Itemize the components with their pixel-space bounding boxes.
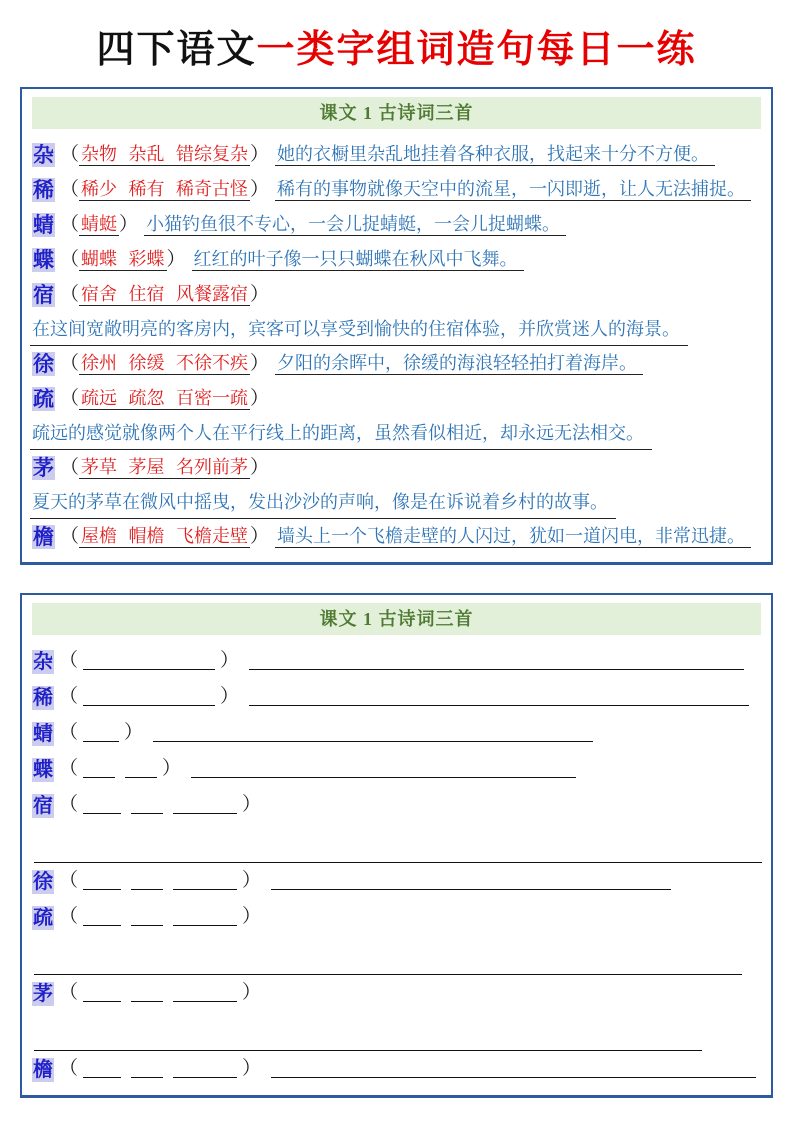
vocab-words: 屋檐 帽檐 飞檐走壁 (81, 526, 249, 546)
example-sentence: 小猫钓鱼很不专心，一会儿捉蜻蜓，一会儿捉蝴蝶。 (144, 214, 566, 236)
vocab-char: 稀 (33, 178, 54, 202)
paren-open: （ (60, 179, 80, 200)
vocab-row (30, 381, 763, 416)
vocab-row (30, 277, 763, 312)
vocab-row (30, 519, 763, 554)
word-blank-field (125, 756, 157, 778)
vocab-row (30, 450, 763, 485)
example-sentence: 夏天的茅草在微风中摇曳，发出沙沙的声响，像是在诉说着乡村的故事。 (30, 485, 616, 519)
answer-rows (30, 137, 763, 554)
page-title-grade: 四下语文 (96, 29, 257, 71)
paren-open: （ (59, 722, 79, 743)
practice-row (30, 679, 763, 715)
paren-close: ） (250, 526, 270, 547)
paren-open: （ (59, 650, 79, 671)
vocab-words: 宿舍 住宿 风餐露宿 (81, 284, 249, 304)
word-blank-field (173, 792, 237, 814)
word-blank-field (173, 904, 237, 926)
vocab-char: 徐 (33, 352, 54, 376)
vocab-char: 疏 (33, 387, 54, 411)
sentence-blank-field (34, 1011, 702, 1051)
vocab-words: 杂物 杂乱 错综复杂 (81, 144, 249, 164)
sentence-blank-field (34, 823, 762, 863)
sentence-blank-field (249, 684, 749, 706)
vocab-words: 疏远 疏忽 百密一疏 (81, 388, 249, 408)
vocab-char: 蝶 (33, 759, 53, 781)
paren-close: ） (250, 144, 270, 165)
vocab-char: 杂 (33, 143, 54, 167)
paren-close: ） (242, 794, 262, 815)
page-title (0, 18, 793, 73)
vocab-row (30, 172, 763, 207)
paren-open: （ (59, 982, 79, 1003)
practice-row (30, 643, 763, 679)
practice-row (30, 975, 763, 1011)
sentence-blank-field (153, 720, 593, 742)
paren-close: ） (242, 906, 262, 927)
vocab-row (30, 346, 763, 381)
word-blank-field (83, 980, 121, 1002)
sentence-blank-field (271, 1056, 756, 1078)
practice-row (30, 1051, 763, 1087)
vocab-words: 蜻蜓 (81, 214, 118, 234)
lesson-header: 课文 1 古诗词三首 (32, 603, 761, 635)
sentence-blank-field (271, 868, 671, 890)
word-blank-field (83, 648, 215, 670)
example-sentence: 红红的叶子像一只只蝴蝶在秋风中飞舞。 (192, 249, 524, 271)
vocab-char: 疏 (33, 907, 53, 929)
paren-open: （ (60, 353, 80, 374)
example-sentence: 她的衣橱里杂乱地挂着各种衣服，找起来十分不方便。 (275, 144, 715, 166)
paren-close: ） (242, 1058, 262, 1079)
paren-open: （ (60, 526, 80, 547)
word-blank-field (83, 756, 115, 778)
paren-close: ） (250, 353, 270, 374)
vocab-char: 蜻 (33, 213, 54, 237)
vocab-char: 徐 (33, 871, 53, 893)
paren-close: ） (242, 870, 262, 891)
practice-rows (30, 643, 763, 1087)
practice-row (30, 787, 763, 823)
paren-close: ） (124, 722, 144, 743)
vocab-char: 蝶 (33, 248, 54, 272)
paren-open: （ (60, 388, 80, 409)
practice-row (30, 751, 763, 787)
vocab-row (30, 242, 763, 277)
sentence-blank-field (34, 935, 742, 975)
vocab-row (30, 137, 763, 172)
vocab-char: 宿 (33, 795, 53, 817)
vocab-char: 稀 (33, 687, 53, 709)
paren-open: （ (59, 870, 79, 891)
word-blank-field (131, 980, 163, 1002)
paren-open: （ (59, 794, 79, 815)
paren-open: （ (60, 284, 80, 305)
paren-open: （ (59, 758, 79, 779)
word-blank-field (83, 904, 121, 926)
word-blank-field (173, 868, 237, 890)
page-title-topic: 一类字组词造句每日一练 (256, 29, 697, 71)
paren-close: ） (220, 650, 240, 671)
word-blank-field (83, 792, 121, 814)
example-sentence: 墙头上一个飞檐走壁的人闪过，犹如一道闪电，非常迅捷。 (275, 526, 751, 548)
vocab-char: 茅 (33, 983, 53, 1005)
paren-open: （ (59, 1058, 79, 1079)
vocab-char: 杂 (33, 651, 53, 673)
example-sentence: 疏远的感觉就像两个人在平行线上的距离，虽然看似相近，却永远无法相交。 (30, 416, 652, 450)
word-blank-field (83, 1056, 121, 1078)
practice-row (30, 715, 763, 751)
paren-open: （ (60, 249, 80, 270)
word-blank-field (173, 1056, 237, 1078)
paren-open: （ (60, 144, 80, 165)
paren-close: ） (119, 214, 139, 235)
lesson-header: 课文 1 古诗词三首 (32, 97, 761, 129)
vocab-row (30, 207, 763, 242)
vocab-words: 徐州 徐缓 不徐不疾 (81, 353, 249, 373)
paren-open: （ (59, 686, 79, 707)
paren-close: ） (162, 758, 182, 779)
vocab-words: 茅草 茅屋 名列前茅 (81, 457, 249, 477)
paren-close: ） (220, 686, 240, 707)
vocab-char: 檐 (33, 1059, 53, 1081)
paren-close: ） (242, 982, 262, 1003)
paren-close: ） (250, 284, 270, 305)
paren-close: ） (250, 457, 270, 478)
paren-open: （ (60, 457, 80, 478)
paren-close: ） (250, 388, 270, 409)
vocab-char: 蜻 (33, 723, 53, 745)
practice-row (30, 899, 763, 935)
example-sentence: 在这间宽敞明亮的客房内，宾客可以享受到愉快的住宿体验，并欣赏迷人的海景。 (30, 312, 688, 346)
vocab-words: 稀少 稀有 稀奇古怪 (81, 179, 249, 199)
word-blank-field (83, 868, 121, 890)
sentence-blank-field (249, 648, 744, 670)
word-blank-field (131, 1056, 163, 1078)
word-blank-field (173, 980, 237, 1002)
word-blank-field (131, 792, 163, 814)
example-sentence: 夕阳的余晖中，徐缓的海浪轻轻拍打着海岸。 (275, 353, 643, 375)
vocab-words: 蝴蝶 彩蝶 (81, 249, 165, 269)
practice-row (30, 863, 763, 899)
vocab-char: 檐 (33, 525, 54, 549)
vocab-char: 茅 (33, 456, 54, 480)
word-blank-field (131, 868, 163, 890)
practice-box (20, 593, 773, 1098)
paren-open: （ (60, 214, 80, 235)
vocab-char: 宿 (33, 283, 54, 307)
example-sentence: 稀有的事物就像天空中的流星，一闪即逝，让人无法捕捉。 (275, 179, 751, 201)
paren-close: ） (250, 179, 270, 200)
paren-open: （ (59, 906, 79, 927)
word-blank-field (83, 720, 119, 742)
paren-close: ） (166, 249, 186, 270)
word-blank-field (83, 684, 215, 706)
word-blank-field (131, 904, 163, 926)
sentence-blank-field (191, 756, 576, 778)
answer-box (20, 87, 773, 565)
